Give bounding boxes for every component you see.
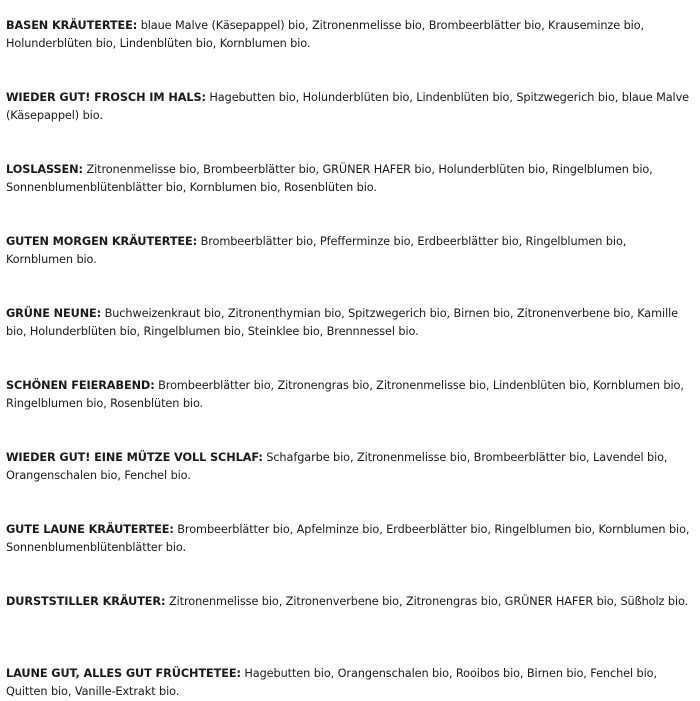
tea-entry-durststiller bbox=[6, 593, 696, 611]
tea-ingredients: blaue Malve (Käsepappel) bio, Zitronenmelisse bio, Brombeerblätter bio, Krauseminze bio, Holunderblüten bio, Lindenblüten bio, Kornblumen bio. bbox=[6, 19, 645, 51]
tea-ingredients: Schafgarbe bio, Zitronenmelisse bio, Brombeerblätter bio, Lavendel bio, Orangenschalen bio, Fenchel bio. bbox=[6, 451, 668, 483]
tea-ingredients: Zitronenmelisse bio, Brombeerblätter bio, GRÜNER HAFER bio, Holunderblüten bio, Ringelblumen bio, Sonnenblumenblütenblätter bio, Kornblumen bio, Rosenblüten bio. bbox=[6, 163, 653, 195]
tea-entry-muetze-voll-schlaf bbox=[6, 449, 696, 485]
tea-entry-schoenen-feierabend bbox=[6, 377, 696, 413]
tea-name: LAUNE GUT, ALLES GUT FRÜCHTETEE: bbox=[6, 667, 241, 681]
tea-name: DURSTSTILLER KRÄUTER: bbox=[6, 595, 166, 609]
tea-entry-frosch-im-hals bbox=[6, 89, 696, 125]
tea-entry-guten-morgen bbox=[6, 233, 696, 269]
tea-ingredients: Brombeerblätter bio, Zitronengras bio, Zitronenmelisse bio, Lindenblüten bio, Kornblumen bio, Ringelblumen bio, Rosenblüten bio. bbox=[6, 379, 684, 411]
tea-name: LOSLASSEN: bbox=[6, 163, 83, 177]
tea-name: SCHÖNEN FEIERABEND: bbox=[6, 379, 155, 393]
tea-ingredients: Buchweizenkraut bio, Zitronenthymian bio, Spitzwegerich bio, Birnen bio, Zitronenverbene bio, Kamille bio, Holunderblüten bio, Ringelblumen bio, Steinklee bio, Brennnessel bio. bbox=[6, 307, 679, 339]
tea-entry-loslassen bbox=[6, 161, 696, 197]
tea-entry-gute-laune bbox=[6, 521, 696, 557]
tea-ingredients: Hagebutten bio, Holunderblüten bio, Lindenblüten bio, Spitzwegerich bio, blaue Malve (Käsepappel) bio. bbox=[6, 91, 690, 123]
tea-entry-basen-kraeutertee bbox=[6, 17, 696, 53]
tea-ingredients: Zitronenmelisse bio, Zitronenverbene bio, Zitronengras bio, GRÜNER HAFER bio, Süßholz bio. bbox=[168, 595, 689, 609]
tea-entry-laune-gut-fruechtetee bbox=[6, 665, 696, 701]
tea-ingredients: Hagebutten bio, Orangenschalen bio, Rooibos bio, Birnen bio, Fenchel bio, Quitten bio, Vanille-Extrakt bio. bbox=[6, 667, 657, 699]
tea-ingredients: Brombeerblätter bio, Pfefferminze bio, Erdbeerblätter bio, Ringelblumen bio, Kornblumen bio. bbox=[6, 235, 627, 267]
tea-name: GUTE LAUNE KRÄUTERTEE: bbox=[6, 523, 174, 537]
tea-name: GUTEN MORGEN KRÄUTERTEE: bbox=[6, 235, 198, 249]
tea-name: GRÜNE NEUNE: bbox=[6, 307, 102, 321]
tea-name: BASEN KRÄUTERTEE: bbox=[6, 19, 138, 33]
tea-name: WIEDER GUT! EINE MÜTZE VOLL SCHLAF: bbox=[6, 451, 263, 465]
tea-ingredients: Brombeerblätter bio, Apfelminze bio, Erdbeerblätter bio, Ringelblumen bio, Kornblumen bio, Sonnenblumenblütenblätter bio. bbox=[6, 523, 690, 555]
tea-entry-gruene-neune bbox=[6, 305, 696, 341]
tea-name: WIEDER GUT! FROSCH IM HALS: bbox=[6, 91, 206, 105]
